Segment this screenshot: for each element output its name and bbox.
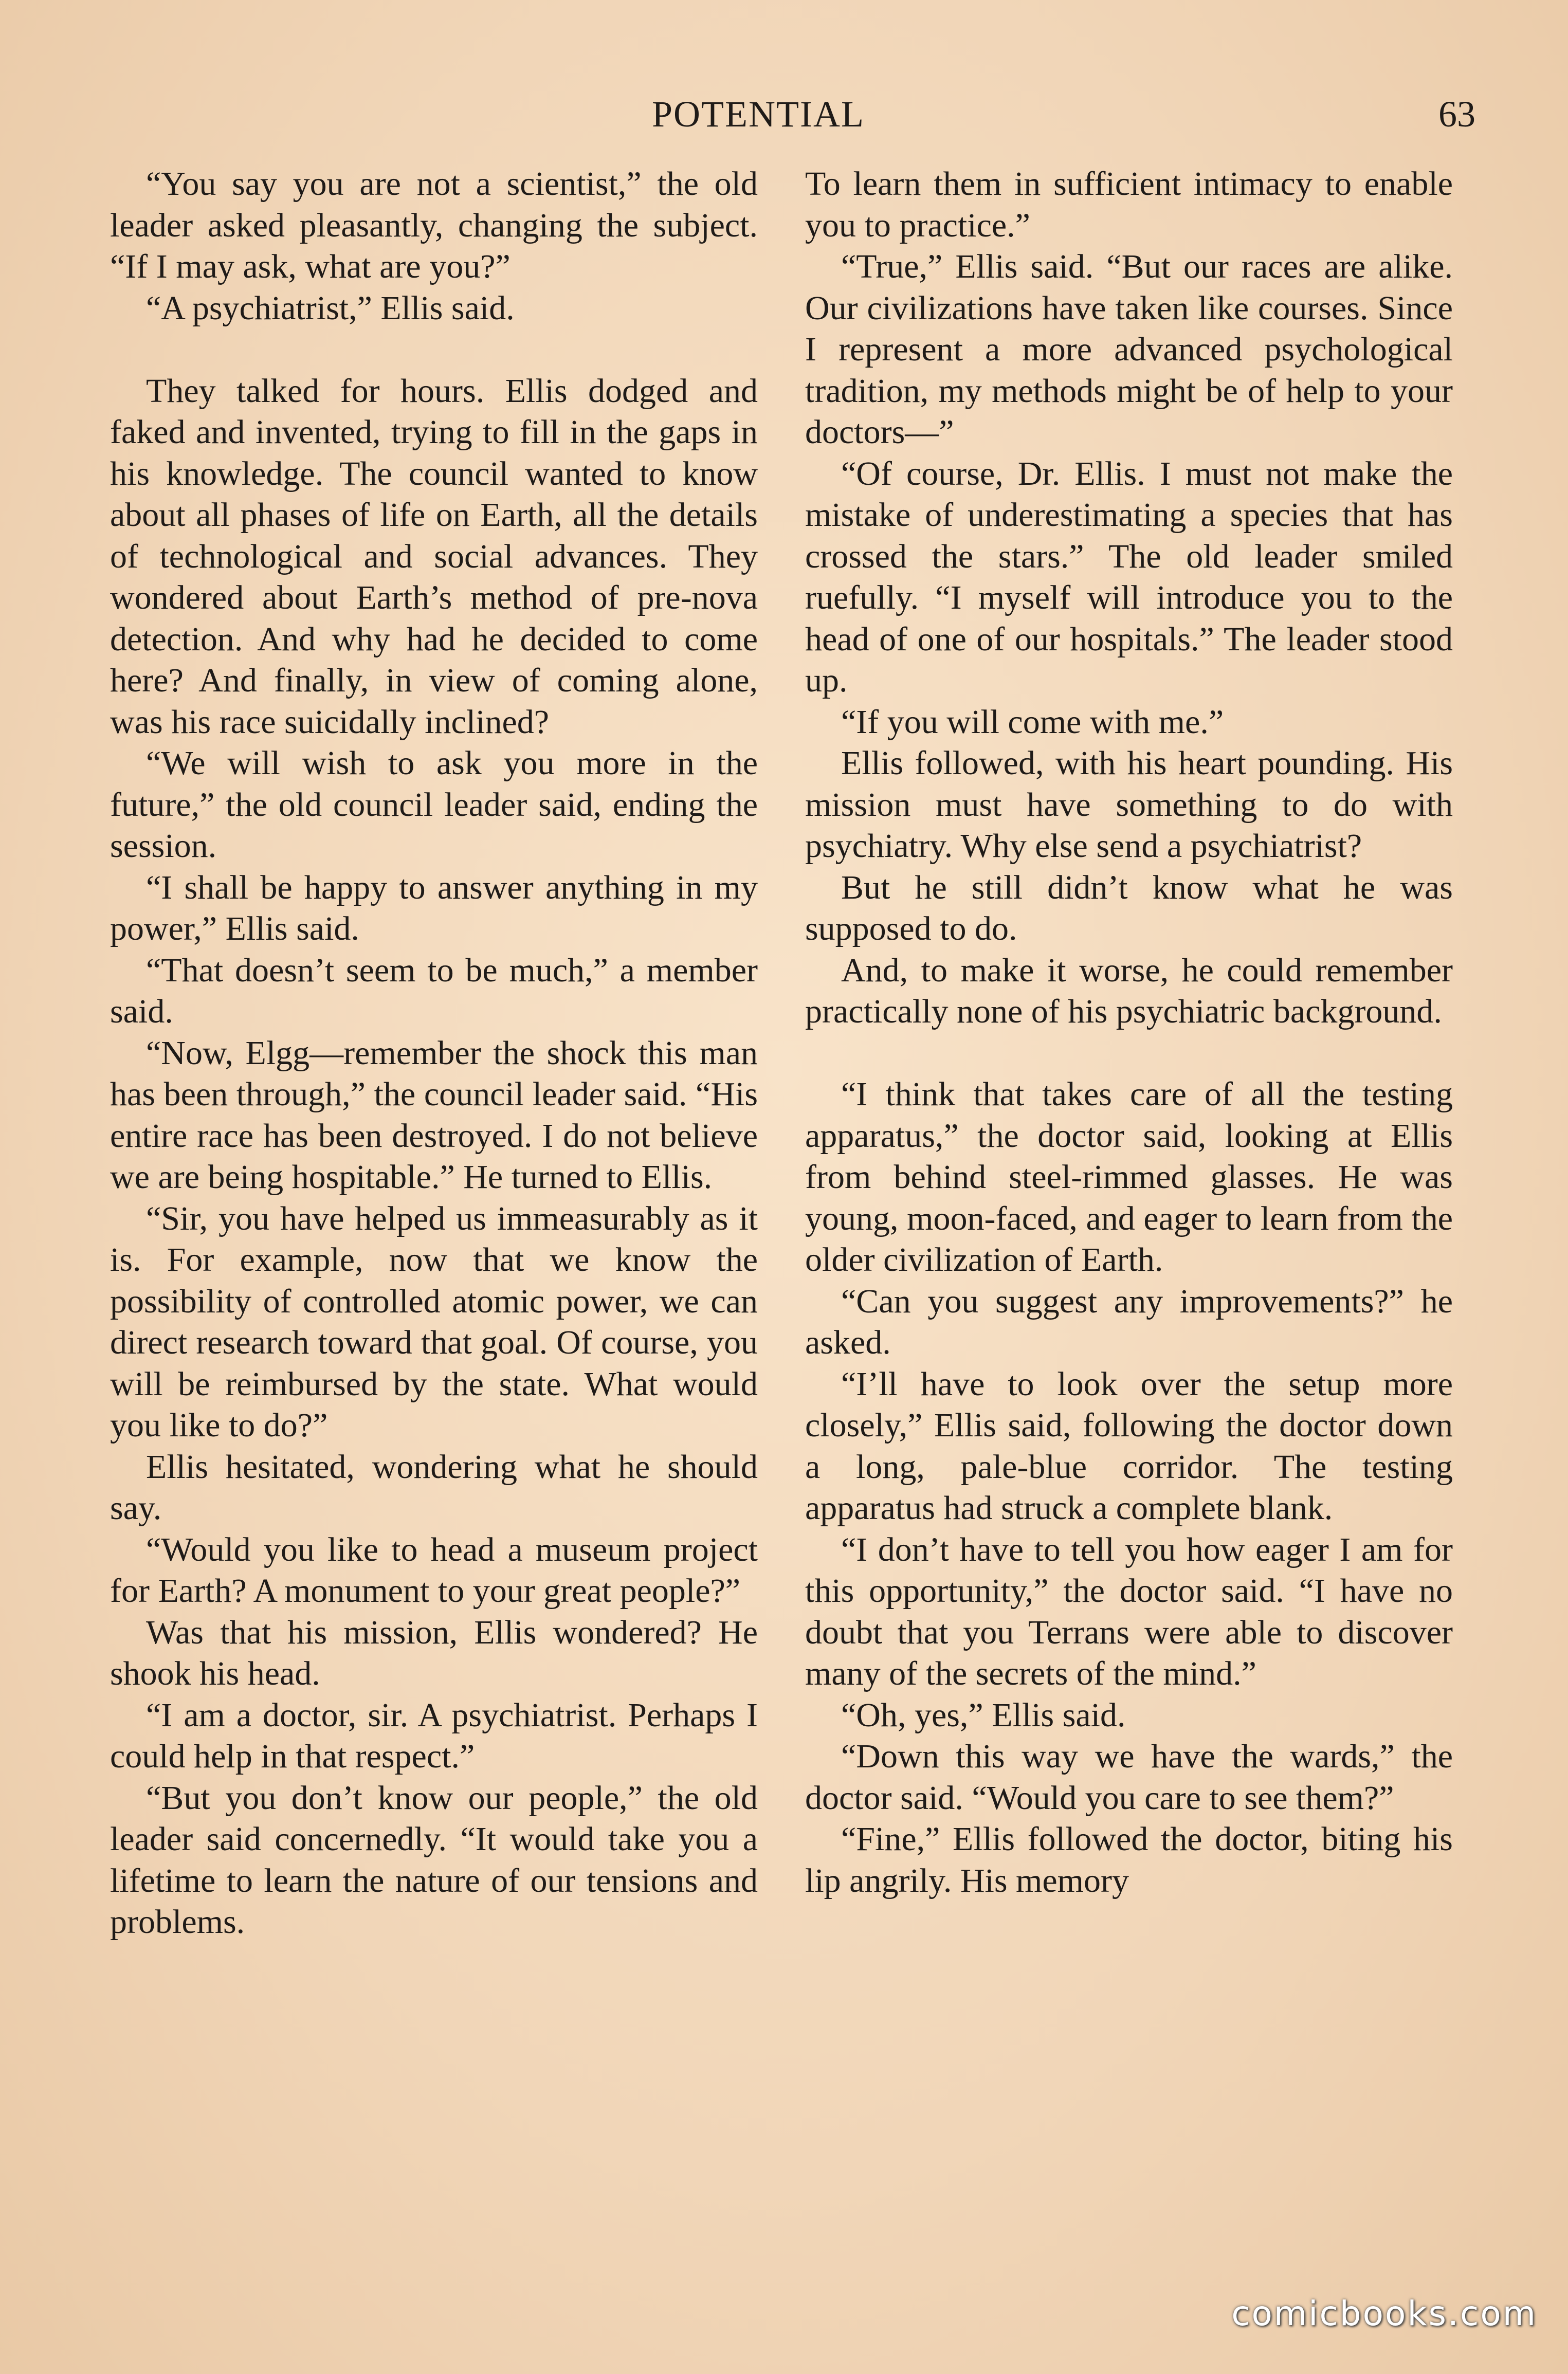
paragraph: “Fine,” Ellis followed the doctor, biting his lip angrily. His memory <box>805 1820 1453 1900</box>
watermark: comicbooks.com <box>1231 2294 1537 2333</box>
paragraph: “Can you suggest any improvements?” he asked. <box>805 1282 1453 1361</box>
paragraph: “Oh, yes,” Ellis said. <box>841 1696 1126 1734</box>
paragraph: “True,” Ellis said. “But our races are alike. Our civilizations have taken like courses. Since I represent a more advanced psychological tradition, my methods might be of help to your doctors—” <box>805 248 1453 451</box>
paragraph: They talked for hours. Ellis dodged and faked and invented, trying to fill in the gaps in his knowledge. The council wanted to know about all phases of life on Earth, all the details of technological and social advances. They wondered about Earth’s method of pre-nova detection. And why had he decided to come here? And finally, in view of coming alone, was his race suicidally inclined? <box>110 372 758 741</box>
paragraph: “But you don’t know our people,” the old leader said concernedly. “It would take you a lifetime to learn the nature of our tensions and problems. <box>110 1779 758 1941</box>
page-number: 63 <box>1438 94 1475 135</box>
paragraph: Ellis followed, with his heart pounding. His mission must have something to do with psychiatry. Why else send a psychiatrist? <box>805 744 1453 865</box>
running-head: POTENTIAL <box>652 94 865 135</box>
left-column <box>110 163 758 1943</box>
paragraph: “I don’t have to tell you how eager I am for this opportunity,” the doctor said. “I have no doubt that you Terrans were able to discover many of the secrets of the mind.” <box>805 1530 1453 1692</box>
paragraph: “I think that takes care of all the testing apparatus,” the doctor said, looking at Ellis from behind steel-rimmed glasses. He was young, moon-faced, and eager to learn from the older civilization of Earth. <box>805 1075 1453 1279</box>
paragraph: “That doesn’t seem to be much,” a member said. <box>110 951 758 1030</box>
paragraph: “Would you like to head a museum project for Earth? A monument to your great people?” <box>110 1530 758 1610</box>
page-header <box>0 90 1568 138</box>
right-column <box>805 163 1453 1902</box>
paragraph: “I’ll have to look over the setup more closely,” Ellis said, following the doctor down a long, pale-blue corridor. The testing apparatus had struck a complete blank. <box>805 1365 1453 1527</box>
paragraph: “Of course, Dr. Ellis. I must not make the mistake of underestimating a species that has crossed the stars.” The old leader smiled ruefully. “I myself will introduce you to the head of one of our hospitals.” The leader stood up. <box>805 454 1453 699</box>
paragraph: “Down this way we have the wards,” the doctor said. “Would you care to see them?” <box>805 1738 1453 1817</box>
paragraph: Ellis hesitated, wondering what he should say. <box>110 1448 758 1527</box>
paragraph: “I am a doctor, sir. A psychiatrist. Perhaps I could help in that respect.” <box>110 1696 758 1775</box>
paragraph: “Now, Elgg—remember the shock this man has been through,” the council leader said. “His entire race has been destroyed. I do not believe we are being hospitable.” He turned to Ellis. <box>110 1034 758 1196</box>
paragraph: “We will wish to ask you more in the future,” the old council leader said, ending the session. <box>110 744 758 865</box>
paragraph: “If you will come with me.” <box>841 703 1224 741</box>
paragraph: Was that his mission, Ellis wondered? He shook his head. <box>110 1613 758 1692</box>
paragraph: “I shall be happy to answer anything in my power,” Ellis said. <box>110 868 758 947</box>
paragraph: But he still didn’t know what he was supposed to do. <box>805 868 1453 947</box>
paragraph: “You say you are not a scientist,” the old leader asked pleasantly, changing the subject. “If I may ask, what are you?” <box>110 165 758 285</box>
paragraph: To learn them in sufficient intimacy to enable you to practice.” <box>805 165 1453 244</box>
paragraph: And, to make it worse, he could remember practically none of his psychiatric background. <box>805 951 1453 1030</box>
paragraph: “A psychiatrist,” Ellis said. <box>146 289 515 327</box>
paragraph: “Sir, you have helped us immeasurably as it is. For example, now that we know the possibility of controlled atomic power, we can direct research toward that goal. Of course, you will be reimbursed by the state. What would you like to do?” <box>110 1199 758 1444</box>
